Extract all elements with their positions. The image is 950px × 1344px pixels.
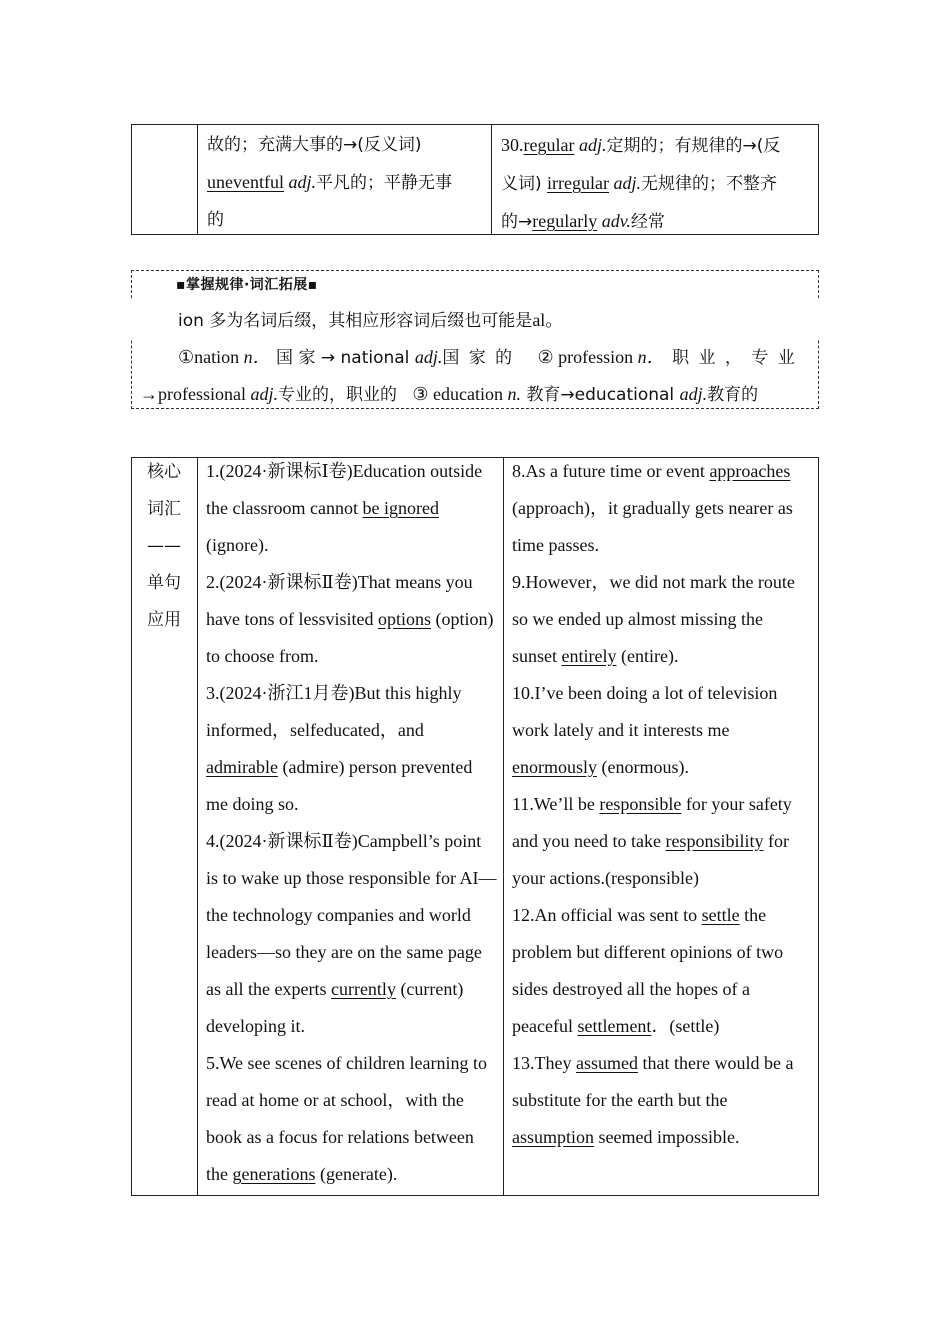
answer: be ignored <box>362 498 439 518</box>
side-label-line: —— <box>147 536 181 556</box>
example-word: ③ education <box>412 384 508 404</box>
exercise-text: 9.However，we did not mark the route so we ended up almost missing the sunset <box>512 572 795 666</box>
exercise-item <box>206 1045 497 1193</box>
vocab-word: uneventful <box>207 172 284 192</box>
answer: settle <box>701 905 740 925</box>
exercise-text: 4.(2024·新课标Ⅱ卷)Campbell’s point is to wake up those responsible for AI—the technology companies and world leaders—so they are on the same page as all the experts <box>206 831 497 999</box>
side-label-line: 核心 <box>147 462 181 482</box>
exercise-text: 10.I’ve been doing a lot of television work lately and it interests me <box>512 683 778 740</box>
meaning: 职 业 ， 专 业 <box>664 348 797 368</box>
part-of-speech: adj. <box>414 347 443 367</box>
text-line: 的 <box>207 210 224 230</box>
part-of-speech: n． <box>637 347 665 367</box>
left-exercise-column <box>198 458 504 1195</box>
answer: generations <box>232 1164 316 1184</box>
part-of-speech: adj. <box>288 172 316 192</box>
exercise-text: (entire). <box>616 646 679 666</box>
meaning: 教育→educational <box>521 385 680 405</box>
part-of-speech: adv. <box>601 211 631 231</box>
exercise-text: 2.(2024·新课标Ⅱ卷)That means you have tons of lessvisited <box>206 572 473 629</box>
exercise-item <box>512 1045 812 1156</box>
part-of-speech: n． <box>243 347 271 367</box>
part-of-speech: adj. <box>250 384 278 404</box>
example-word: ② profession <box>537 347 638 367</box>
answer: admirable <box>206 757 278 777</box>
exercise-text: that there would be a substitute for the earth but the <box>512 1053 794 1110</box>
exercise-text: ．(settle) <box>651 1016 720 1036</box>
side-label-column <box>132 458 198 1195</box>
meaning: 平凡的；平静无事 <box>316 173 452 193</box>
exercise-item <box>512 897 812 1045</box>
text-line <box>501 127 811 165</box>
text-line: 故的；充满大事的→(反义词) <box>207 135 422 155</box>
exercise-text: 5.We see scenes of children learning to read at home or at school，with the book as a focus for relations between the <box>206 1053 487 1184</box>
answer: assumption <box>512 1127 595 1147</box>
expansion-examples-line2 <box>140 376 814 414</box>
exercise-item <box>512 564 812 675</box>
example-word: ①nation <box>178 347 244 367</box>
exercise-item <box>206 453 497 564</box>
part-of-speech: adj. <box>613 173 642 193</box>
answer: currently <box>330 979 396 999</box>
meaning: 专业的，职业的 <box>278 385 403 405</box>
item-number: 30. <box>501 135 524 155</box>
vocab-word: regularly <box>532 211 598 231</box>
left-exercises <box>206 453 497 1193</box>
side-label-line: 应用 <box>147 610 181 630</box>
exercise-text: 8.As a future time or event <box>512 461 710 481</box>
exercise-text: (ignore). <box>206 535 269 555</box>
exercise-text: (admire) person prevented me doing so. <box>206 757 473 814</box>
exercise-item <box>206 823 497 1045</box>
exercise-item <box>512 786 812 897</box>
meaning: 定期的；有规律的→(反 <box>606 136 781 156</box>
vocab-word: irregular <box>547 173 610 193</box>
exercise-text: the problem but different opinions of two sides destroyed all the hopes of a peaceful <box>512 905 784 1036</box>
right-exercise-column <box>504 458 818 1195</box>
side-label-line: 词汇 <box>147 499 181 519</box>
expansion-rule <box>178 302 814 340</box>
example-word: →professional <box>140 384 251 404</box>
text-line <box>501 165 811 203</box>
top-col2-text <box>207 127 484 239</box>
vocab-expansion-box <box>131 270 819 409</box>
part-of-speech: n. <box>507 384 522 404</box>
vocab-table-top <box>131 124 819 235</box>
exercise-text: 1.(2024·新课标Ⅰ卷)Education outside the classroom cannot <box>206 461 483 518</box>
rule-suffix: al。 <box>532 310 564 330</box>
exercise-text: for your safety and you need to take <box>512 794 792 851</box>
expansion-title: ▪掌握规律·词汇拓展▪ <box>176 277 318 293</box>
answer: options <box>377 609 431 629</box>
side-label-line: 单句 <box>147 573 181 593</box>
rule-text: ion 多为名词后缀，其相应形容词后缀也可能是 <box>178 311 533 331</box>
top-table-col2 <box>198 125 492 234</box>
meaning: 国 家 的 <box>442 348 522 368</box>
exercise-text: 13.They <box>512 1053 576 1073</box>
answer: approaches <box>709 461 791 481</box>
exercise-text: (current) developing it. <box>206 979 464 1036</box>
meaning: 经常 <box>630 212 665 232</box>
answer: responsible <box>599 794 682 814</box>
text-line <box>501 203 811 241</box>
sentence-practice-table <box>131 457 819 1196</box>
vocab-word: regular <box>523 135 575 155</box>
label: 的→ <box>501 212 533 232</box>
expansion-examples-line1 <box>178 339 814 377</box>
exercise-text: (enormous). <box>597 757 689 777</box>
label: 义词) <box>501 174 548 194</box>
part-of-speech: adj. <box>578 135 607 155</box>
exercise-item <box>206 564 497 675</box>
text-line <box>207 164 484 202</box>
exercise-text: for your actions.(responsible) <box>512 831 789 888</box>
answer: entirely <box>561 646 617 666</box>
exercise-text: (option) to choose from. <box>206 609 494 666</box>
exercise-item <box>512 453 812 564</box>
answer: settlement <box>577 1016 652 1036</box>
answer: enormously <box>512 757 597 777</box>
exercise-text: 3.(2024·浙江1月卷)But this highly informed，selfeducated，and <box>206 683 462 740</box>
exercise-text: 11.We’ll be <box>512 794 600 814</box>
top-table-col3 <box>492 125 818 234</box>
meaning: 无规律的；不整齐 <box>641 174 778 194</box>
right-exercises <box>512 453 812 1156</box>
top-col3-text <box>501 127 811 241</box>
meaning: 教育的 <box>707 385 759 405</box>
side-label <box>132 454 196 639</box>
exercise-item <box>206 675 497 823</box>
exercise-text: 12.An official was sent to <box>512 905 702 925</box>
exercise-text: (approach)，it gradually gets nearer as time passes. <box>512 498 793 555</box>
exercise-item <box>512 675 812 786</box>
exercise-text: (generate). <box>315 1164 398 1184</box>
answer: responsibility <box>665 831 764 851</box>
top-table-col1 <box>132 125 198 234</box>
answer: assumed <box>575 1053 638 1073</box>
exercise-text: seemed impossible. <box>594 1127 740 1147</box>
part-of-speech: adj. <box>679 384 708 404</box>
meaning: 国 家 → national <box>270 348 415 368</box>
